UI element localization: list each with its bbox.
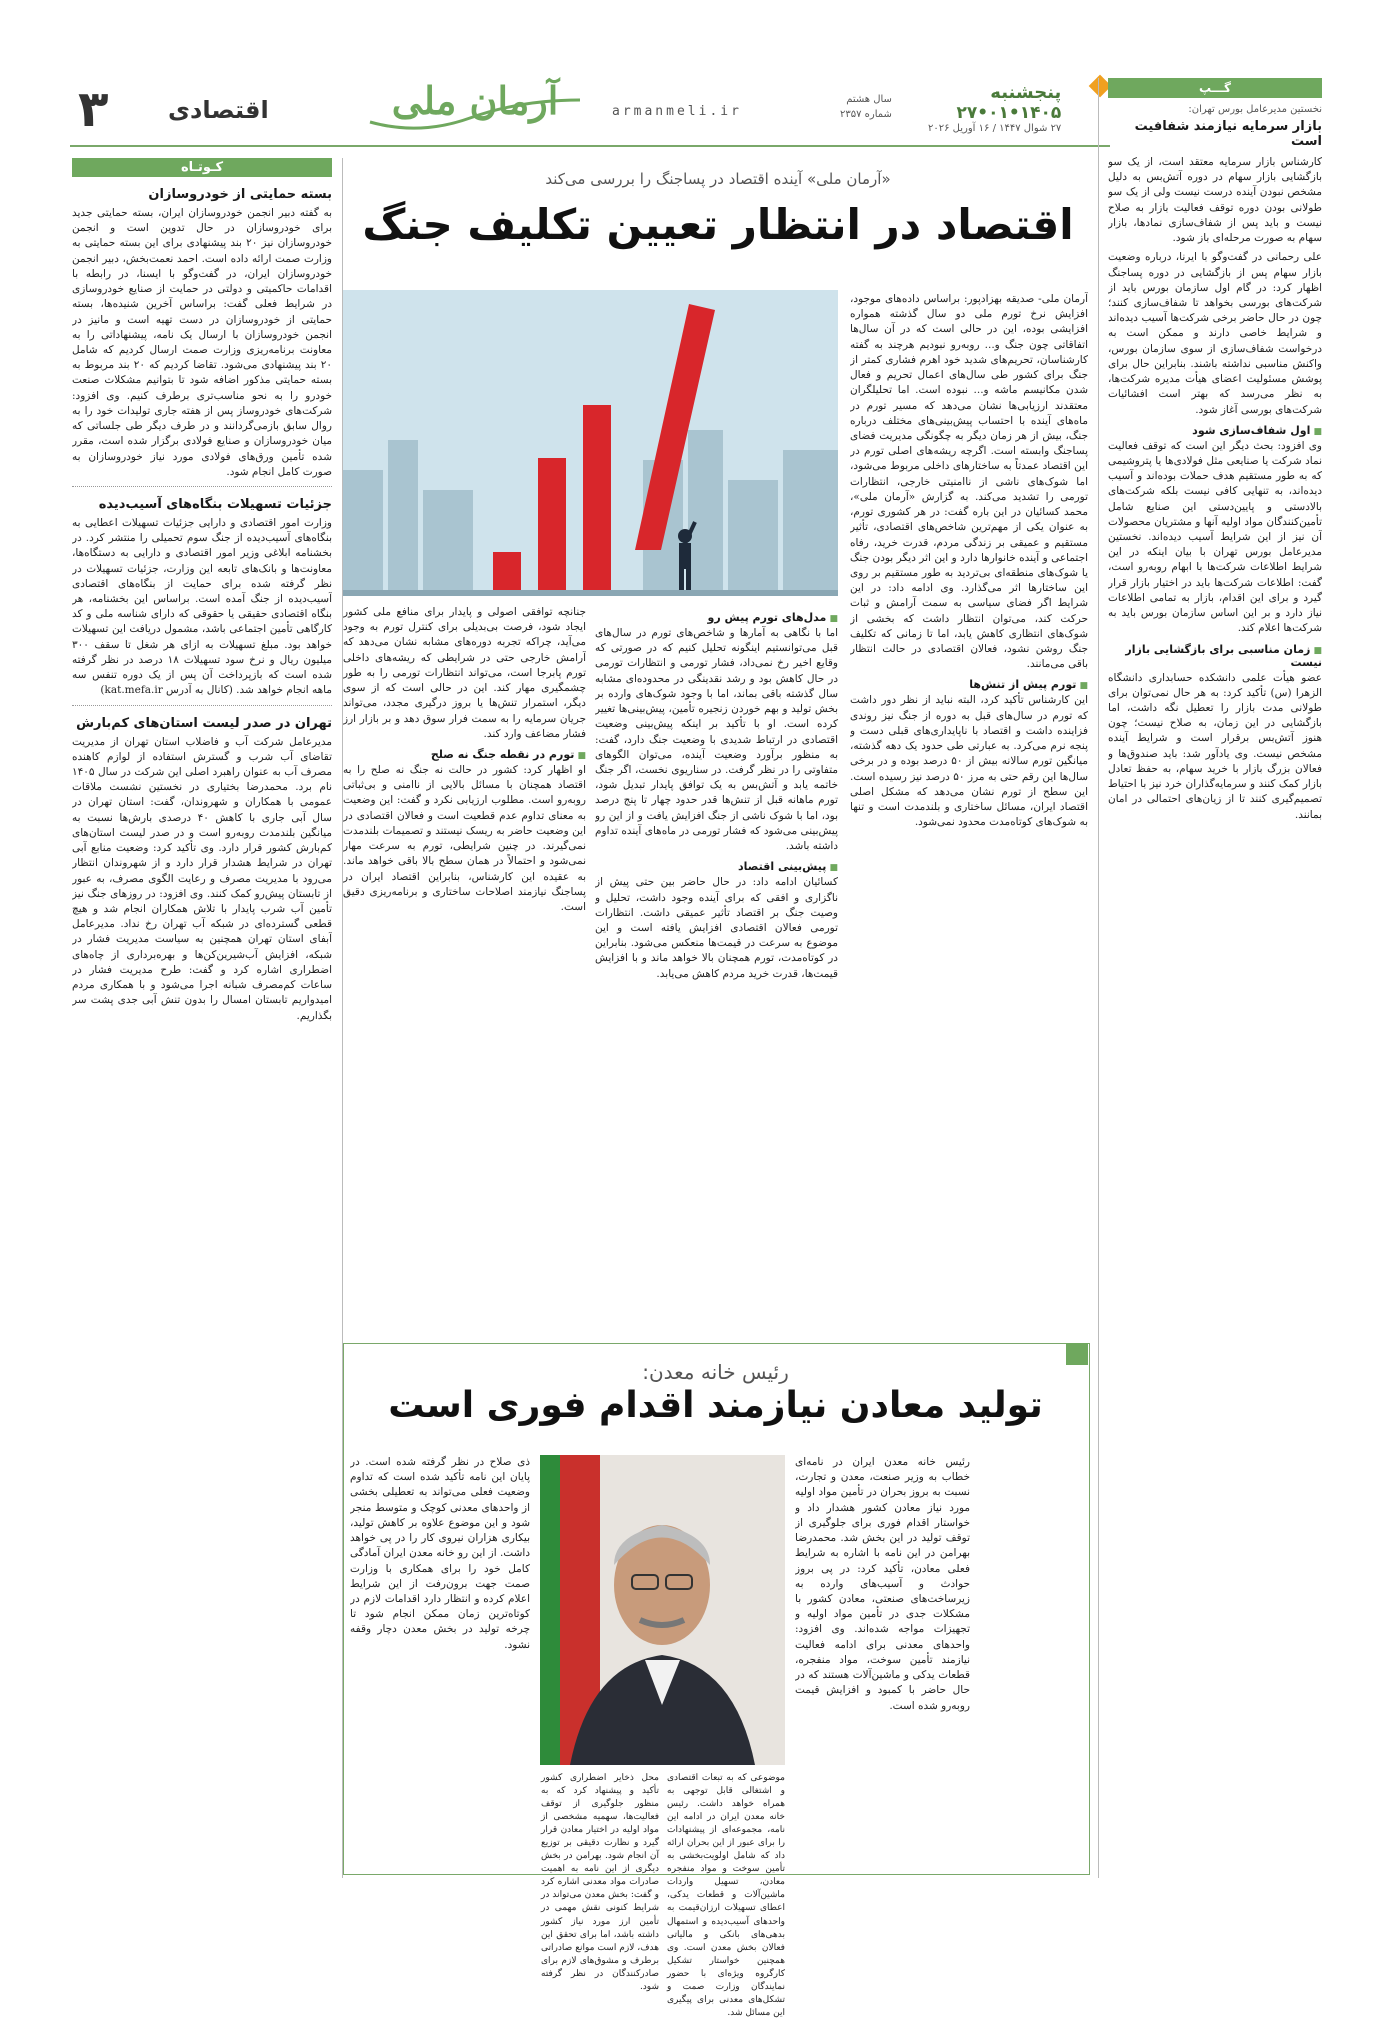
brief-title: تهران در صدر لیست استان‌های کم‌بارش xyxy=(76,715,332,731)
issue-number: شماره ۲۳۵۷ xyxy=(840,109,892,120)
gap-column xyxy=(1108,78,1322,1878)
lead-headline: اقتصاد در انتظار تعیین تکلیف جنگ xyxy=(362,200,1074,249)
gap-paragraph: علی رحمانی در گفت‌وگو با ایرنا، درباره وضعیت بازار سهام پس از بازگشایی در دوره پساجنگ اظهار کرد: در گام اول سازمان بورس باید از شرکت‌های بورسی بخواهد تا شفاف‌سازی کنند؛ چون در حال حاضر برخی شرکت‌ها آسیب دیده‌اند و شرایط خاصی دارند و ممکن است به درخواست شفاف‌سازی از سوی سازمان بورس، واکنش مناسبی نداشته باشند. بنابراین حال برای پوشش مسئولیت اعضای هیأت مدیره شرکت‌ها، به نظر می‌رسد که بهتر است افشائیات شرکت‌های بورسی آغاز شود. xyxy=(1108,251,1322,416)
brief-separator xyxy=(72,705,332,706)
section-title: اقتصادی xyxy=(168,96,269,124)
interview-paragraph: رئیس خانه معدن ایران در نامه‌ای خطاب به وزیر صنعت، معدن و تجارت، نسبت به بروز بحران در تأمین مواد اولیه مورد نیاز معادن کشور هشدار داد و خواستار اقدام فوری برای جلوگیری از توقف تولید در این بخش شد. محمدرضا بهرامن در این نامه با اشاره به شرایط فعلی معادن، تأکید کرد: در پی بروز حوادث و آسیب‌های وارده به زیرساخت‌های صنعتی، معادن کشور با مشکلات جدی در تأمین مواد اولیه و تجهیزات مواجه شده‌اند. وی افزود: واحدهای معدنی برای ادامه فعالیت نیازمند تأمین سوخت، مواد منفجره، قطعات یدکی و ماشین‌آلات هستند که در حال حاضر با کمبود و افزایش قیمت روبه‌رو شده است. xyxy=(795,1456,970,1712)
newspaper-logo xyxy=(360,70,590,140)
issue-info xyxy=(840,92,892,122)
briefs-tag: کـوتـاه xyxy=(72,158,332,177)
briefs-column xyxy=(72,158,332,1868)
gap-subhead: ■ زمان مناسبی برای بازگشایی بازار نیست xyxy=(1108,643,1322,669)
lead-intro: آرمان ملی- صدیقه بهزادپور: براساس داده‌های موجود، افزایش نرخ تورم ملی دو سال گذشته همواره افزایشی بوده، این در حالی است که در آن سال‌ها اتفاقاتی چون جنگ و... روبه‌رو نبودیم هرچند به گفته کارشناسان، تحریم‌های شدید خود اهرم فشاری کمتر از جنگ برای کشور طی سال‌های اعمال تحریم و فعال شدن مکانیسم ماشه و... نبوده است. اما تحلیلگران معتقدند ارزیابی‌ها نشان می‌دهد که مسیر تورم در ماه‌های آینده با احتساب پیش‌بینی‌های مختلف درباره جنگ، بیش از هر زمان دیگر به چگونگی مدیریت فضای پساجنگ وابسته است. اگرچه ریشه‌های اصلی تورم در این اقتصاد عمدتاً به ساختارهای داخلی مربوط می‌شود، اما شوک‌های ناشی از ناامنیتی خارجی، انتظارات تورمی را تشدید می‌کند. به گزارش «آرمان ملی»، محمد کسائیان در این باره گفت: در هر کشوری تورم، به عنوان یکی از مهم‌ترین شاخص‌های اقتصادی، تأثیر مستقیم و عمیقی بر زندگی مردم، قدرت خرید، رفاه اجتماعی و آینده خانوارها دارد و این اثر دیگر بودن جنگ یا شوک‌های منطقه‌ای بی‌تردید به طور مستقیم بر روی این ساختارها اثر می‌گذارد. وی ادامه داد: در این شرایط اگر فضای سیاسی به سمت آرامش و ثبات حرکت کند، می‌توان انتظار داشت که بخشی از شوک‌های انتظاری کاهش یابد، اما تا زمانی که تکلیف جنگ روشن نشود، فعالان اقتصادی در حالت انتظار باقی می‌مانند. xyxy=(850,293,1088,671)
interview-paragraph: موضوعی که به تبعات اقتصادی و اشتغالی قابل توجهی به همراه خواهد داشت. رئیس خانه معدن ایران در ادامه این نامه، مجموعه‌ای از پیشنهادات را برای عبور از این بحران ارائه داد که شامل اولویت‌بخشی به تأمین سوخت و مواد منفجره معادن، تسهیل واردات ماشین‌آلات و قطعات یدکی، اعطای تسهیلات ارزان‌قیمت به واحدهای آسیب‌دیده و استمهال بدهی‌های بانکی و مالیاتی فعالان بخش معدن است. وی همچنین خواستار تشکیل کارگروه ویژه‌ای با حضور نمایندگان وزارت صمت و تشکل‌های معدنی برای پیگیری این مسائل شد. xyxy=(667,1773,785,2018)
lead-column-2 xyxy=(595,605,838,982)
gap-paragraph: عضو هیأت علمی دانشکده حسابداری دانشگاه الزهرا (س) تأکید کرد: به هر حال نمی‌توان برای طولانی مدت بازار را تعطیل نگه داشت، اما بازگشایی در این زمان، به صلاح نیست؛ چون هنوز آتش‌بس برقرار است و شرایط آینده مشخص نیست. وی یادآور شد: باید صندوق‌ها و فعالان بزرگ بازار با خرید سهام، به حفظ تعادل بازار کمک کنند و سرمایه‌گذاران خرد نیز با احتیاط تصمیم‌گیری کنند تا از زیان‌های احتمالی در امان بمانند. xyxy=(1108,671,1322,821)
day-name: پنجشنبه xyxy=(990,82,1062,103)
site-url-link[interactable]: armanmeli.ir xyxy=(612,104,742,119)
interview-column-1 xyxy=(795,1455,970,1714)
gap-paragraph: وی افزود: بحث دیگر این است که توقف فعالیت نماد شرکت یا صنایعی مثل فولادی‌ها یا پتروشیمی که به طور مستقیم هدف حملات بوده‌اند و آسیب دیده‌اند، به تنهایی کافی نیست بلکه شرکت‌های بالادستی و پایین‌دستی این صنایع شامل تأمین‌کنندگان مواد اولیه آنها و مشتریان محصولات آن نیز از این شرایط آسیب دیده‌اند. نخستین مدیرعامل بورس تهران با بیان اینکه در این شرایط اطلاعات شرکت‌ها با ابهام روبه‌رو است، گفت: اطلاعات شرکت‌ها باید در اختیار بازار قرار گیرد و برای این اقدام، بازار به تمامی اطلاعات نیاز دارد و بر این اساس سازمان بورس باید به شرکت‌ها اعلام کند. xyxy=(1108,439,1322,635)
lead-column-3 xyxy=(343,605,586,915)
issue-year: سال هشتم xyxy=(846,94,892,105)
date-block xyxy=(928,82,1061,134)
lead-paragraph: اما با نگاهی به آمارها و شاخص‌های تورم در سال‌های قبل می‌توانستیم اینگونه تحلیل کنیم که در صورتی که وقایع اخیر رخ نمی‌داد، فشار تورمی و انتظارات تورمی در حال کاهش بود و رشد نقدینگی در محدوده‌ای مشابه سال گذشته باقی بماند، اما با وجود شوک‌های وارده بر بخش تولید و بهم خوردن زنجیره تأمین، پیش‌بینی‌ها تغییر کرده است. او با تأکید بر اینکه پیش‌بینی وضعیت اقتصادی در ارتباط شدیدی با وضعیت جنگ دارد، گفت: به منظور برآورد وضعیت آینده، می‌توان الگوهای متفاوتی را در نظر گرفت. در سناریوی نخست، اگر جنگ خاتمه یابد و آتش‌بس به یک توافق پایدار تبدیل شود، تورم ماهانه قبل از تنش‌ها قدر حدود چهار تا پنج درصد بود، اما با شوک ناشی از جنگ افزایش یافت و از این رو پیش‌بینی می‌شود که فشار تورمی در ماه‌های آینده تداوم داشته باشد. xyxy=(595,627,838,853)
gap-tag: گـــپ xyxy=(1108,78,1322,98)
lead-subhead: ■ مدل‌های تورم پیش رو xyxy=(595,611,838,624)
lead-column-1 xyxy=(850,292,1088,830)
brief-text: به گفته دبیر انجمن خودروسازان ایران، بسته حمایتی جدید برای خودروسازان در حال تدوین است و انجمن خودروسازان نیز ۲۰ بند پیشنهادی برای این بسته حمایتی به وزارت صمت ارائه داده است. احمد نعمت‌بخش، دبیر انجمن خودروسازان ایران، در گفت‌وگو با ایسنا، در رابطه با اقدامات حاکمیتی و دولتی در حمایت از صنایع خودروسازی در شرایط فعلی گفت: براساس آخرین شنیده‌ها، بسته حمایتی از خودروسازان در دست تهیه است و مانیز در انجمن خودروسازان با ارسال یک نامه، پیشنهاداتی را به معاونت برنامه‌ریزی وزارت صمت ارسال کردیم که شامل ۲۰ بند پیشنهادی می‌شود. تقاضا کردیم که ۲۰ بند مربوط به بسته حمایتی مذکور اضافه شود تا بتوانیم مشکلات صنعت خودرو را به نحو مناسب‌تری برطرف کنیم. وی افزود: شرکت‌های خودروساز پس از هفته جاری تولیدات خود را به روال سابق بازمی‌گردانند و در طرف دیگر طی جلساتی که میان خودروسازان و صنایع فولادی برگزار شده است، مقرر شده تأمین ورق‌های فولادی مورد نیاز خودروسازان به صورت کامل انجام شود. xyxy=(72,207,332,478)
logo-text: آرمان ملی xyxy=(391,78,559,123)
column-divider xyxy=(1098,78,1099,1878)
lead-illustration xyxy=(343,290,838,596)
interview-title: تولید معادن نیازمند اقدام فوری است xyxy=(388,1385,1043,1426)
gap-subtitle: نخستین مدیرعامل بورس تهران: xyxy=(1188,104,1322,115)
lead-paragraph: کسائیان ادامه داد: در حال حاضر بین حتی پیش از ناگزاری و افقی که برای آینده وجود داشت، تحلیل و وصیت جنگ بر اقتصاد تأثیر عمیقی داشت. انتظارات تورمی فعالان اقتصادی افزایش یافته است و این موضوع به سرعت در قیمت‌ها منعکس می‌شود. بنابراین در کوتاه‌مدت، تورم همچنان بالا خواهد ماند و با افزایش قیمت‌ها، قدرت خرید مردم کاهش می‌یابد. xyxy=(595,876,838,980)
page-number: ۳ xyxy=(78,80,109,138)
lead-subhead: ■ تورم پیش از تنش‌ها xyxy=(850,678,1088,691)
header-rule xyxy=(70,145,1110,147)
lead-subhead: ■ تورم در نقطه جنگ نه صلح xyxy=(343,748,586,761)
brief-text: مدیرعامل شرکت آب و فاضلاب استان تهران از مدیریت تقاضای آب شرب و گسترش استفاده از لوازم کاهنده مصرف آب به عنوان راهبرد اصلی این شرکت در سال ۱۴۰۵ نام برد. محمدرضا بختیاری در نخستین نشست ملاقات عمومی با همکاران و شهروندان، گفت: استان تهران در سال آبی جاری با کاهش ۴۰ درصدی بارش‌ها نسبت به میانگین بلندمدت روبه‌رو است و در صدر لیست استان‌های کم‌بارش کشور قرار دارد. وی تأکید کرد: وضعیت منابع آبی تهران در شرایط هشدار قرار دارد و از شهروندان انتظار می‌رود با مدیریت مصرف و رعایت الگوی مصرف، به عبور از تابستان پیش‌رو کمک کنند. وی افزود: در روزهای جنگ نیز تأمین آب شرب پایدار با تلاش همکاران انجام شد و هیچ قطعی گسترده‌ای در شبکه آب تهران رخ نداد. مدیرعامل آبفای استان تهران همچنین به سیاست مدیریت فشار در شبکه، افزایش آب‌شیرین‌کن‌ها و بهره‌برداری از چاه‌های اضطراری اشاره کرد و گفت: طرح مدیریت فشار در ساعات کم‌مصرف شبانه اجرا می‌شود و با همکاری مردم امیدواریم تابستان امسال را بدون تنش آبی جدی پشت سر بگذاریم. xyxy=(72,735,332,1022)
lead-kicker: «آرمان ملی» آینده اقتصاد در پساجنگ را بررسی می‌کند xyxy=(545,170,891,188)
date-numeric: ۱۴۰۵•۰۱•۲۷ xyxy=(956,103,1062,123)
interview-paragraph: محل ذخایر اضطراری کشور تأکید و پیشنهاد کرد که به منظور جلوگیری از توقف فعالیت‌ها، سهمیه مشخصی از مواد اولیه در اختیار معادن قرار گیرد و نظارت دقیقی بر توزیع آن انجام شود. بهرامن در بخش دیگری از این نامه به اهمیت صادرات مواد معدنی اشاره کرد و گفت: بخش معدن می‌تواند در شرایط کنونی نقش مهمی در تأمین ارز مورد نیاز کشور داشته باشد، اما برای تحقق این هدف، لازم است موانع صادراتی برطرف و مشوق‌های لازم برای صادرکنندگان در نظر گرفته شود. xyxy=(541,1773,659,1992)
portrait-photo xyxy=(540,1455,785,1765)
brief-title: بسته حمایتی از خودروسازان xyxy=(148,187,332,202)
brief-separator xyxy=(72,486,332,487)
gap-subhead: ■ اول شفاف‌سازی شود xyxy=(1108,424,1322,437)
lead-paragraph: جنانچه توافقی اصولی و پایدار برای منافع ملی کشور ایجاد شود، فرصت بی‌بدیلی برای کنترل تورم به وجود می‌آید، چراکه تجربه دوره‌های مشابه نشان می‌دهد که آرامش خارجی حتی در شرایطی که ریشه‌های داخلی تورم پابرجا است، می‌تواند انتظارات تورمی را به طور چشمگیری مهار کند. این در حالی است که از سوی دیگر، استمرار تنش‌ها یا بروز درگیری مجدد، می‌تواند جریان سرمایه را به سمت فرار سوق دهد و بر بازار ارز فشار مضاعف وارد کند. xyxy=(343,606,586,740)
lead-paragraph: این کارشناس تأکید کرد، البته نباید از نظر دور داشت که تورم در سال‌های قبل به دوره از جنگ نیز روندی فزاینده داشت و اقتصاد با ناپایداری‌های قبلی دست و پنجه نرم می‌کرد. به عبارتی طی حدود یک دهه گذشته، میانگین تورم سالانه بیش از ۵۰ درصد بوده و در برخی سال‌ها این رقم حتی به مرز ۵۰ درصد نیز رسیده است. این سطح از تورم نشان می‌دهد که مشکل اصلی اقتصاد ایران، مسائل ساختاری و بلندمدت است و تنها به شوک‌های کوتاه‌مدت محدود نمی‌شود. xyxy=(850,694,1088,829)
interview-paragraph: ذی صلاح در نظر گرفته شده است. در پایان این نامه تأکید شده است که تداوم وضعیت فعلی می‌تواند به تعطیلی بخشی از واحدهای معدنی کوچک و متوسط منجر شود و این موضوع علاوه بر کاهش تولید، بیکاری هزاران نیروی کار را در پی خواهد داشت. از این رو خانه معدن ایران آمادگی کامل خود را برای همکاری با وزارت صمت جهت برون‌رفت از این شرایط اعلام کرده و انتظار دارد اقدامات لازم در کوتاه‌ترین زمان ممکن انجام شود تا چرخه تولید در بخش معدن دچار وقفه نشود. xyxy=(350,1456,530,1651)
date-alternate: ۲۷ شوال ۱۴۴۷ / ۱۶ آوریل ۲۰۲۶ xyxy=(928,123,1062,134)
gap-title: بازار سرمایه نیازمند شفافیت است xyxy=(1134,119,1322,149)
brief-title: جزئیات تسهیلات بنگاه‌های آسیب‌دیده xyxy=(98,496,332,512)
gap-paragraph: کارشناس بازار سرمایه معتقد است، از یک سو بازگشایی بازار سهام در دوره آتش‌بس به دلیل مشخص نبودن آینده درست نیست ولی از یک سو طولانی بودن دوره توقف فعالیت بازار به صلاح نیست و باید پس از شفاف‌سازی نمادها، بازار سهام به صورت مرحله‌ای باز شود. xyxy=(1108,156,1322,245)
lead-subhead: ■ پیش‌بینی اقتصاد xyxy=(595,860,838,873)
interview-column-4 xyxy=(350,1455,530,1653)
brief-text: وزارت امور اقتصادی و دارایی جزئیات تسهیلات اعطایی به بنگاه‌های آسیب‌دیده از جنگ سوم تحمیلی را منتشر کرد. در بخشنامه ابلاغی وزیر امور اقتصادی و دارایی به دستگاه‌ها، معاونت‌ها و بانک‌های تابعه این وزارت، جزئیات تسهیلات در نظر گرفته شده برای حمایت از بنگاه‌های اقتصادی آسیب‌دیده از جنگ آمده است. براساس این بخشنامه، هر بنگاه اقتصادی حقیقی یا حقوقی که دارای شناسه ملی و کد کارگاهی تأمین اجتماعی باشد، مشمول دریافت این تسهیلات خواهد بود. مبلغ تسهیلات به ازای هر شغل تا سقف ۳۰۰ میلیون ریال و نرخ سود تسهیلات ۱۸ درصد در نظر گرفته شده است که بازپرداخت آن پس از یک دوره تنفس سه ماهه انجام خواهد شد. (کانال به آدرس kat.mefa.ir) xyxy=(72,516,332,697)
lead-paragraph: او اظهار کرد: کشور در حالت نه جنگ نه صلح را به اقتصاد همچنان با مسائل بالایی از ناامنی و بی‌ثباتی روبه‌رو است. مطلوب ارزیابی نکرد و گفت: این وضعیت به معنای تداوم عدم قطعیت است و فعالان اقتصادی در این وضعیت حاضر به ریسک نیستند و تصمیمات بلندمدت نمی‌گیرند. در چنین شرایطی، تورم به سرعت مهار نمی‌شود و احتمالاً در همان سطح بالا باقی خواهد ماند. به عقیده این کارشناس، بنابراین اقتصاد ایران در پساجنگ نیازمند اصلاحات ساختاری و برنامه‌ریزی دقیق است. xyxy=(343,763,586,913)
interview-column-2-3 xyxy=(540,1772,785,2020)
interview-kicker: رئیس خانه معدن: xyxy=(642,1360,789,1384)
